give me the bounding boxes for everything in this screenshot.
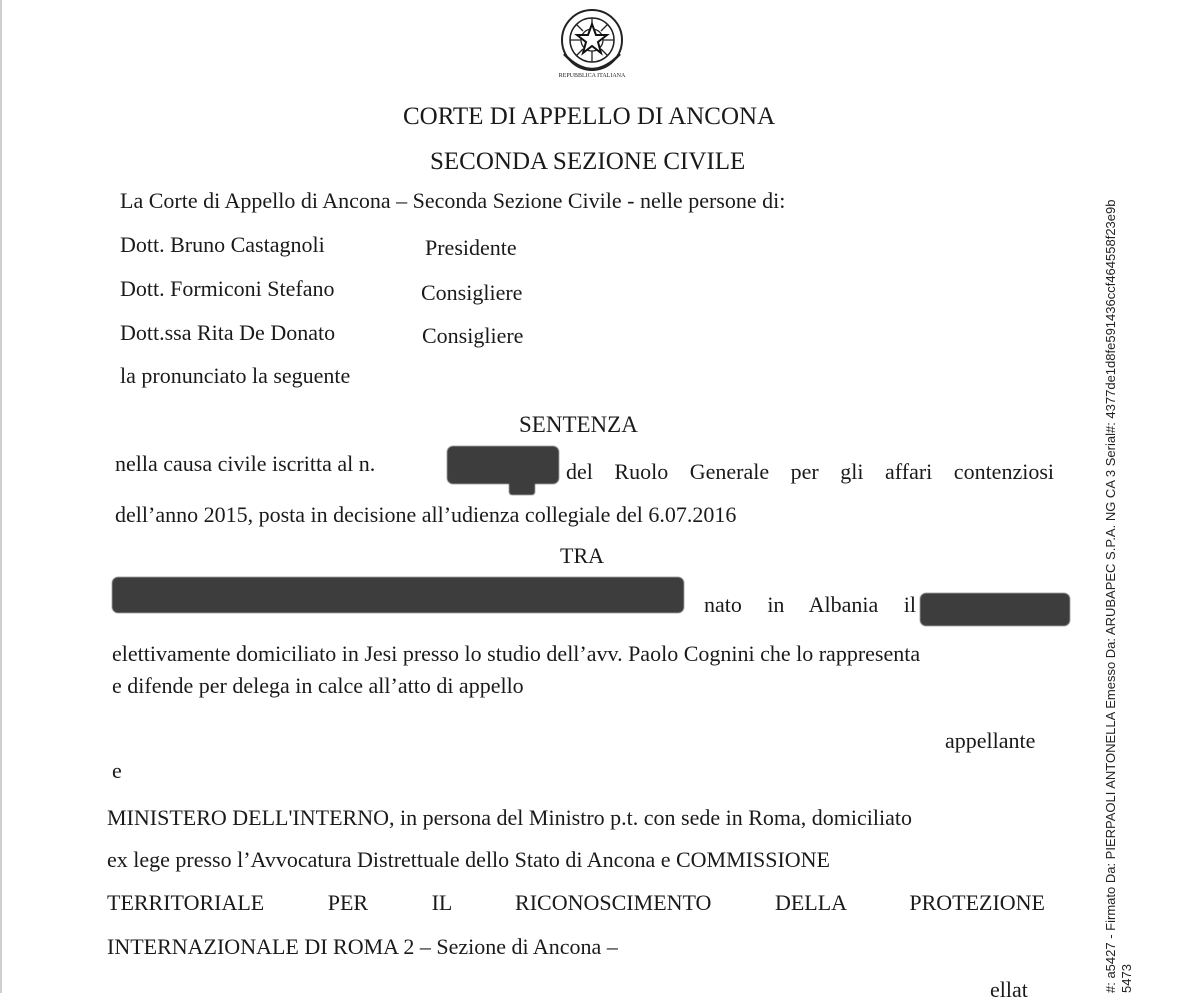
respondent-line-3: TERRITORIALE PER IL RICONOSCIMENTO DELLA PROTEZIONE [107,890,1045,915]
respondent-line-1: MINISTERO DELL'INTERNO, in persona del Ministro p.t. con sede in Roma, domiciliato [107,805,913,830]
redacted-birth-date [920,593,1070,626]
judge-role-3: Consigliere [422,323,524,348]
respondent-line-2: ex lege presso l’Avvocatura Distrettuale dello Stato di Ancona e COMMISSIONE [107,847,830,872]
section-name: SECONDA SEZIONE CIVILE [430,148,746,175]
respondent-line-4: INTERNAZIONALE DI ROMA 2 – Sezione di Ancona – [107,934,618,959]
repubblica-italiana-emblem [550,2,634,86]
signature-text: Firmato Da: PIERPAOLI ANTONELLA Emesso Da: ARUBAPEC S.P.A. NG CA 3 Serial#: 4377de1d8fe591436ccf464558f23e9b [1103,199,1118,931]
svg-text:REPUBBLICA ITALIANA: REPUBBLICA ITALIANA [558,73,626,79]
appellant-birth-place: nato in Albania il [704,592,916,617]
redacted-case-number-tail [509,478,535,495]
court-name: CORTE DI APPELLO DI ANCONA [403,103,776,130]
document-title: SENTENZA [519,412,638,437]
judge-role-1: Presidente [425,235,517,260]
signature-serial-tail: 5473 [1119,964,1134,993]
judge-name-3: Dott.ssa Rita De Donato [120,320,336,345]
appellant-line-2: elettivamente domiciliato in Jesi presso lo studio dell’avv. Paolo Cognini che lo rappresenta [112,641,921,666]
judge-name-2: Dott. Formiconi Stefano [120,276,335,301]
pronounced-text: la pronunciato la seguente [120,363,351,388]
intro-text: La Corte di Appello di Ancona – Seconda Sezione Civile - nelle persone di: [120,188,786,213]
case-line-1-end: del Ruolo Generale per gli affari contenziosi [566,459,1054,484]
judge-role-2: Consigliere [421,280,523,305]
digital-signature-stamp [1103,200,1135,993]
judge-name-1: Dott. Bruno Castagnoli [120,232,325,257]
appellant-line-3: e difende per delega in calce all’atto di appello [112,673,524,698]
redacted-case-number [447,446,559,484]
case-line-2: dell’anno 2015, posta in decisione all’udienza collegiale del 6.07.2016 [115,502,737,527]
between-label: TRA [560,543,604,568]
appellant-role: appellante [945,728,1036,753]
scan-edge [0,0,2,993]
respondent-next-fragment: ellat [990,977,1028,1002]
case-line-1-start: nella causa civile iscritta al n. [115,451,376,476]
signature-prefix: #: a5427 - [1103,934,1118,993]
conjunction: e [112,758,122,783]
redacted-appellant-name [112,577,684,613]
